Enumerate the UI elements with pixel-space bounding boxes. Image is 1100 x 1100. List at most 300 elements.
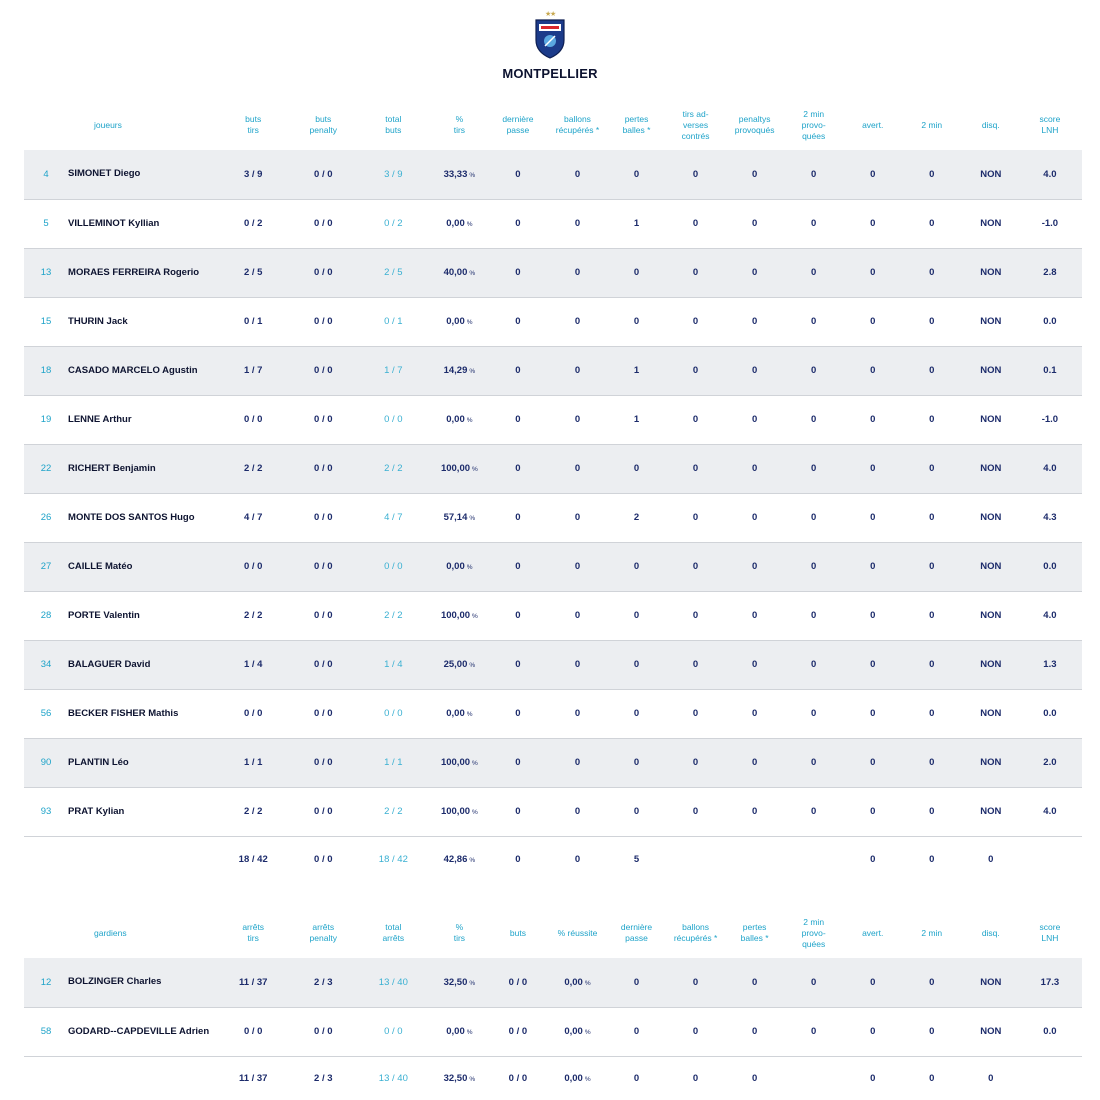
players-row [24,787,1082,836]
stat-avert: 0 [846,542,900,591]
stat-penaltys: 0 [728,591,782,640]
stat-avert: 0 [846,738,900,787]
players-col-header: % tirs [453,114,466,135]
stat-score: 4.3 [1018,493,1082,542]
player-name: PORTE Valentin [68,591,218,640]
stat-total-buts: 0 / 2 [358,199,428,248]
stat-score: 0.0 [1018,297,1082,346]
percent-unit: % [469,368,476,375]
player-name: BECKER FISHER Mathis [68,689,218,738]
stat-buts-tirs: 1 / 1 [218,738,288,787]
stat-total-buts: 2 / 2 [358,444,428,493]
stat-total-buts: 1 / 1 [358,738,428,787]
stat-avert: 0 [846,958,900,1007]
stat-buts-penalty: 0 / 0 [288,248,358,297]
stat-deux-min: 0 [900,542,964,591]
percent-unit: % [469,1075,476,1083]
goalies-col-header: 2 min [921,927,943,938]
players-col-header: avert. [862,119,884,130]
stat-pertes: 1 [610,346,664,395]
goalies-col-header: pertes balles * [740,922,769,943]
total-derniere-passe: 0 [610,1056,664,1100]
team-header [0,8,1100,81]
percent-unit: % [466,564,473,571]
stat-pertes: 0 [728,1007,782,1056]
player-number: 22 [24,444,68,493]
stat-derniere-passe: 0 [490,738,545,787]
stat-pertes: 0 [610,640,664,689]
player-name: SIMONET Diego [68,150,218,199]
stat-deux-min: 0 [900,689,964,738]
stat-arrets-tirs: 11 / 37 [218,958,288,1007]
percent-value: 0,00 [564,1026,583,1037]
percent-cell [428,591,490,640]
stat-total-buts: 0 / 0 [358,689,428,738]
total-ballons: 0 [545,836,609,882]
percent-value: 100,00 [440,806,471,817]
player-name: BOLZINGER Charles [68,958,218,1007]
stat-score: 1.3 [1018,640,1082,689]
stat-deux-min: 0 [900,958,964,1007]
stat-deux-min-prov: 0 [782,444,846,493]
players-row [24,346,1082,395]
percent-cell [428,689,490,738]
stat-tirs-contres: 0 [664,248,728,297]
total-arrets-penalty: 2 / 3 [288,1056,358,1100]
percent-unit: % [466,711,473,718]
total-avert: 0 [846,1056,900,1100]
stat-deux-min-prov: 0 [782,297,846,346]
stat-penaltys: 0 [728,787,782,836]
stat-score: 4.0 [1018,444,1082,493]
goalies-col-header: dernière passe [620,922,653,943]
percent-value: 25,00 [443,659,468,670]
total-deux-min: 0 [900,1056,964,1100]
percent-cell [428,787,490,836]
totals-label [68,836,218,882]
stat-disq: NON [964,493,1018,542]
player-name: RICHERT Benjamin [68,444,218,493]
players-row [24,248,1082,297]
stat-deux-min-prov: 0 [782,199,846,248]
players-col-header: total buts [385,114,402,135]
stat-avert: 0 [846,1007,900,1056]
stat-avert: 0 [846,248,900,297]
stat-avert: 0 [846,346,900,395]
stat-avert: 0 [846,199,900,248]
stat-tirs-contres: 0 [664,738,728,787]
player-number: 15 [24,297,68,346]
total-avert: 0 [846,836,900,882]
percent-value: 0,00 [564,1072,583,1084]
percent-value: 0,00 [446,1026,465,1037]
stat-buts-tirs: 1 / 7 [218,346,288,395]
stat-penaltys: 0 [728,150,782,199]
percent-unit: % [466,1029,473,1036]
total-score [1018,1056,1082,1100]
players-col-header: 2 min [921,119,943,130]
stat-buts-tirs: 0 / 2 [218,199,288,248]
percent-unit: % [469,979,476,987]
goalies-col-header: gardiens [94,927,127,938]
total-tirs-contres [664,836,728,882]
stat-pertes: 0 [610,150,664,199]
stat-buts-tirs: 2 / 2 [218,787,288,836]
stat-penaltys: 0 [728,542,782,591]
stat-total-buts: 2 / 5 [358,248,428,297]
percent-unit: % [469,662,476,669]
stat-buts-penalty: 0 / 0 [288,395,358,444]
percent-value: 0,00 [446,218,465,229]
players-row [24,199,1082,248]
percent-unit: % [466,319,473,326]
stat-deux-min-prov: 0 [782,591,846,640]
percent-value: 100,00 [440,757,471,768]
total-deux-min: 0 [900,836,964,882]
percent-unit: % [469,515,476,522]
stat-pertes: 2 [610,493,664,542]
player-number: 56 [24,689,68,738]
goalies-col-header: % tirs [453,922,466,943]
stat-tirs-contres: 0 [664,542,728,591]
stat-disq: NON [964,248,1018,297]
goalies-header-row [24,908,1082,958]
player-name: MONTE DOS SANTOS Hugo [68,493,218,542]
stat-avert: 0 [846,395,900,444]
stat-deux-min: 0 [900,1007,964,1056]
stat-score: -1.0 [1018,199,1082,248]
stat-ballons: 0 [545,689,609,738]
players-row [24,297,1082,346]
stat-penaltys: 0 [728,395,782,444]
stat-deux-min-prov: 0 [782,248,846,297]
stat-ballons: 0 [545,738,609,787]
stat-pertes: 0 [610,248,664,297]
stat-ballons: 0 [545,787,609,836]
percent-unit: % [584,1075,591,1083]
stat-tirs-contres: 0 [664,591,728,640]
stat-total-buts: 4 / 7 [358,493,428,542]
stat-disq: NON [964,444,1018,493]
percent-cell [428,1007,490,1056]
percent-value: 0,00 [564,976,583,988]
percent-cell [545,1007,609,1056]
stat-disq: NON [964,150,1018,199]
stat-pertes: 0 [610,591,664,640]
stat-deux-min-prov: 0 [782,493,846,542]
stat-pertes: 1 [610,395,664,444]
stat-derniere-passe: 0 [490,346,545,395]
stat-pertes: 1 [610,199,664,248]
stat-deux-min: 0 [900,493,964,542]
stat-penaltys: 0 [728,738,782,787]
stat-pertes: 0 [610,297,664,346]
goalies-col-header: total arrêts [382,922,405,943]
stat-deux-min: 0 [900,444,964,493]
stat-derniere-passe: 0 [610,1007,664,1056]
percent-value: 32,50 [443,1072,468,1084]
stat-penaltys: 0 [728,199,782,248]
percent-value: 57,14 [443,512,468,523]
total-total-buts: 18 / 42 [358,836,428,882]
goalies-col-header: arrêts tirs [242,922,265,943]
stat-buts-tirs: 2 / 5 [218,248,288,297]
stat-deux-min-prov: 0 [782,346,846,395]
players-stats-table [24,100,1082,882]
stat-buts-penalty: 0 / 0 [288,640,358,689]
stat-disq: NON [964,958,1018,1007]
player-number: 34 [24,640,68,689]
total-buts: 0 / 0 [490,1056,545,1100]
stat-buts-penalty: 0 / 0 [288,738,358,787]
stat-buts-penalty: 0 / 0 [288,689,358,738]
players-row [24,738,1082,787]
stat-derniere-passe: 0 [490,787,545,836]
total-buts-penalty: 0 / 0 [288,836,358,882]
percent-value: 100,00 [440,610,471,621]
stat-ballons: 0 [545,150,609,199]
players-col-header: disq. [981,119,1000,130]
total-pertes: 0 [728,1056,782,1100]
stat-total-buts: 0 / 0 [358,542,428,591]
stat-tirs-contres: 0 [664,689,728,738]
total-disq: 0 [964,836,1018,882]
stat-derniere-passe: 0 [490,493,545,542]
stat-derniere-passe: 0 [610,958,664,1007]
stat-buts-penalty: 0 / 0 [288,591,358,640]
stat-disq: NON [964,297,1018,346]
totals-spacer [24,1056,68,1100]
stat-deux-min: 0 [900,738,964,787]
stat-deux-min-prov: 0 [782,787,846,836]
stat-buts-penalty: 0 / 0 [288,199,358,248]
goalies-col-header: % réussite [557,927,598,938]
goalies-col-header: buts [509,927,526,938]
stat-deux-min: 0 [900,346,964,395]
total-score [1018,836,1082,882]
total-arrets-tirs: 11 / 37 [218,1056,288,1100]
stat-disq: NON [964,738,1018,787]
stat-ballons: 0 [545,248,609,297]
stat-buts-penalty: 0 / 0 [288,493,358,542]
players-col-header: penaltys provoqués [734,114,775,135]
players-col-header: dernière passe [502,114,534,135]
stat-score: 0.0 [1018,542,1082,591]
player-name: PRAT Kylian [68,787,218,836]
percent-cell [428,640,490,689]
percent-cell [428,199,490,248]
stat-ballons: 0 [545,395,609,444]
player-name: GODARD--CAPDEVILLE Adrien [68,1007,218,1056]
stat-disq: NON [964,640,1018,689]
svg-text:★: ★ [545,10,552,18]
stat-tirs-contres: 0 [664,346,728,395]
stat-avert: 0 [846,591,900,640]
percent-cell [428,297,490,346]
stat-penaltys: 0 [728,493,782,542]
stat-buts-penalty: 0 / 0 [288,542,358,591]
percent-value: 40,00 [443,267,468,278]
stat-deux-min: 0 [900,248,964,297]
goalies-col-header: arrêts penalty [309,922,337,943]
stat-derniere-passe: 0 [490,542,545,591]
total-deux-min-prov [782,1056,846,1100]
total-ballons: 0 [664,1056,728,1100]
player-name: VILLEMINOT Kyllian [68,199,218,248]
stat-avert: 0 [846,444,900,493]
stat-penaltys: 0 [728,444,782,493]
percent-value: 42,86 [443,853,468,865]
players-row [24,395,1082,444]
percent-value: 0,00 [446,561,465,572]
stat-buts-tirs: 0 / 0 [218,395,288,444]
stat-ballons: 0 [545,640,609,689]
players-col-header: buts penalty [309,114,337,135]
stat-avert: 0 [846,297,900,346]
players-col-header: buts tirs [245,114,262,135]
players-row [24,493,1082,542]
player-name: CASADO MARCELO Agustin [68,346,218,395]
player-number: 19 [24,395,68,444]
stat-score: 4.0 [1018,591,1082,640]
stat-buts-penalty: 0 / 0 [288,150,358,199]
stat-total-buts: 1 / 7 [358,346,428,395]
player-number: 90 [24,738,68,787]
stat-ballons: 0 [545,542,609,591]
percent-unit: % [584,979,591,987]
percent-value: 100,00 [440,463,471,474]
goalies-totals-row [24,1056,1082,1100]
player-number: 4 [24,150,68,199]
stat-total-buts: 3 / 9 [358,150,428,199]
stat-disq: NON [964,689,1018,738]
players-row [24,689,1082,738]
players-row [24,542,1082,591]
stat-buts: 0 / 0 [490,958,545,1007]
player-number: 27 [24,542,68,591]
stat-buts-penalty: 0 / 0 [288,444,358,493]
total-deux-min-prov [782,836,846,882]
stat-deux-min-prov: 0 [782,1007,846,1056]
total-disq: 0 [964,1056,1018,1100]
percent-unit: % [472,613,478,620]
stat-pertes: 0 [610,444,664,493]
stat-tirs-contres: 0 [664,297,728,346]
stat-tirs-contres: 0 [664,444,728,493]
player-number: 12 [24,958,68,1007]
player-name: THURIN Jack [68,297,218,346]
stat-deux-min-prov: 0 [782,689,846,738]
players-col-header: pertes balles * [622,114,651,135]
stat-disq: NON [964,591,1018,640]
total-penaltys [728,836,782,882]
percent-unit: % [472,809,478,816]
player-name: PLANTIN Léo [68,738,218,787]
percent-value: 33,33 [443,168,468,180]
percent-cell [428,444,490,493]
players-header-row [24,100,1082,150]
percent-unit: % [469,171,476,179]
stat-avert: 0 [846,493,900,542]
stat-deux-min: 0 [900,787,964,836]
percent-unit: % [469,856,476,864]
stat-buts-penalty: 0 / 0 [288,787,358,836]
players-row [24,640,1082,689]
team-name: MONTPELLIER [502,66,598,81]
goalies-stats-table [24,908,1082,1100]
percent-cell [545,1056,609,1100]
percent-value: 0,00 [446,708,465,719]
players-row [24,444,1082,493]
stat-pertes: 0 [728,958,782,1007]
percent-value: 14,29 [443,365,468,376]
stat-deux-min: 0 [900,640,964,689]
stat-avert: 0 [846,150,900,199]
goalies-col-header: disq. [981,927,1000,938]
stat-disq: NON [964,542,1018,591]
percent-cell [428,346,490,395]
player-number: 58 [24,1007,68,1056]
stat-penaltys: 0 [728,248,782,297]
stat-total-arrets: 13 / 40 [358,958,428,1007]
percent-cell [428,493,490,542]
stat-penaltys: 0 [728,346,782,395]
stat-pertes: 0 [610,787,664,836]
percent-value: 0,00 [446,316,465,327]
stat-deux-min: 0 [900,199,964,248]
stat-ballons: 0 [545,493,609,542]
stat-avert: 0 [846,640,900,689]
stat-disq: NON [964,787,1018,836]
percent-cell [428,542,490,591]
stat-score: 0.1 [1018,346,1082,395]
players-col-header: joueurs [94,119,122,130]
stat-tirs-contres: 0 [664,199,728,248]
stat-deux-min: 0 [900,395,964,444]
stat-pertes: 0 [610,689,664,738]
stat-ballons: 0 [664,958,728,1007]
player-name: CAILLE Matéo [68,542,218,591]
stat-penaltys: 0 [728,640,782,689]
stat-buts: 0 / 0 [490,1007,545,1056]
stat-score: 0.0 [1018,1007,1082,1056]
stat-buts-tirs: 3 / 9 [218,150,288,199]
percent-unit: % [466,221,473,228]
percent-cell [428,836,490,882]
stat-tirs-contres: 0 [664,493,728,542]
stat-ballons: 0 [545,444,609,493]
goalies-row [24,958,1082,1007]
stat-total-buts: 0 / 0 [358,395,428,444]
totals-label [68,1056,218,1100]
percent-unit: % [472,466,478,473]
stat-buts-tirs: 2 / 2 [218,591,288,640]
stat-buts-tirs: 0 / 0 [218,689,288,738]
players-row [24,150,1082,199]
players-totals-row [24,836,1082,882]
stat-derniere-passe: 0 [490,640,545,689]
percent-cell [428,150,490,199]
stat-derniere-passe: 0 [490,248,545,297]
player-name: BALAGUER David [68,640,218,689]
stat-avert: 0 [846,787,900,836]
totals-spacer [24,836,68,882]
stat-score: -1.0 [1018,395,1082,444]
stat-penaltys: 0 [728,297,782,346]
player-number: 26 [24,493,68,542]
stat-buts-penalty: 0 / 0 [288,297,358,346]
stat-total-buts: 2 / 2 [358,591,428,640]
